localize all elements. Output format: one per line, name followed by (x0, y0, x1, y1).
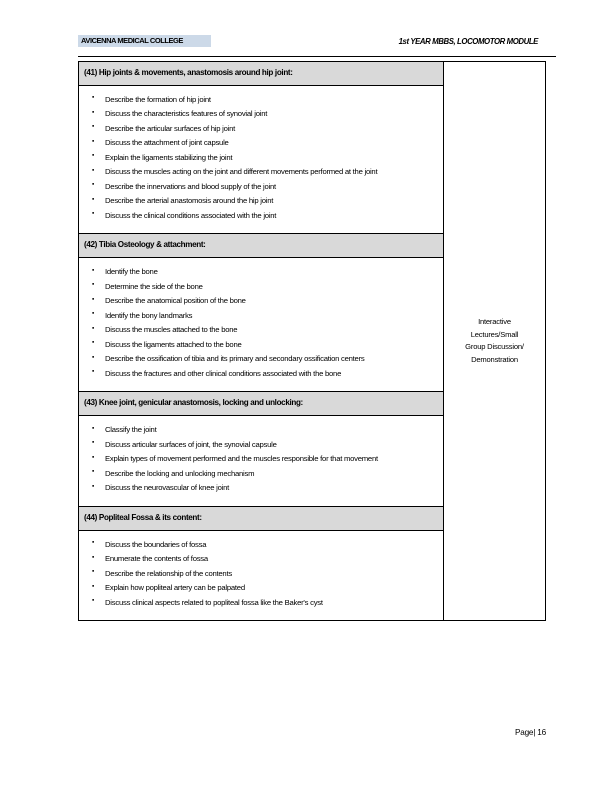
teaching-strategy-line-1: Interactive (478, 317, 511, 327)
list-item: ▪ Discuss the neurovascular of knee joint (105, 482, 433, 497)
section-header-41: (41) Hip joints & movements, anastomosis around hip joint: (79, 62, 443, 86)
list-item: ▪ Discuss the clinical conditions associated with the joint (105, 210, 433, 225)
list-item: ▪ Describe the innervations and blood supply of the joint (105, 181, 433, 196)
teaching-strategy-line-3: Group Discussion/ (465, 342, 524, 352)
teaching-strategy-line-2: Lectures/Small (470, 329, 519, 339)
list-item: ▪ Enumerate the contents of fossa (105, 553, 433, 568)
list-item: ▪ Explain types of movement performed and the muscles responsible for that movement (105, 453, 433, 468)
list-item: ▪ Discuss articular surfaces of joint, the synovial capsule (105, 439, 433, 454)
objectives-column (79, 62, 444, 620)
teaching-strategy-line-4: Demonstration (471, 354, 518, 364)
objective-list-41 (79, 86, 443, 234)
objective-list-42 (79, 258, 443, 391)
page-number: Page| 16 (514, 728, 546, 737)
list-item: ▪ Discuss the characteristics features of synovial joint (105, 108, 433, 123)
list-item: ▪ Discuss clinical aspects related to popliteal fossa like the Baker's cyst (105, 597, 433, 612)
list-item: ▪ Identify the bone (105, 266, 433, 281)
list-item: ▪ Describe the arterial anastomosis around the hip joint (105, 195, 433, 210)
list-item: ▪ Describe the locking and unlocking mechanism (105, 468, 433, 483)
list-item: ▪ Explain the ligaments stabilizing the joint (105, 152, 433, 167)
list-item: ▪ Identify the bony landmarks (105, 310, 433, 325)
section-header-43: (43) Knee joint, genicular anastomosis, locking and unlocking: (79, 391, 443, 416)
section-header-42: (42) Tibia Osteology & attachment: (79, 233, 443, 258)
list-item: ▪ Discuss the attachment of joint capsule (105, 137, 433, 152)
institution-name: AVICENNA MEDICAL COLLEGE (78, 35, 211, 47)
list-item: ▪ Describe the anatomical position of the bone (105, 295, 433, 310)
header-divider (78, 56, 556, 57)
list-item: ▪ Explain how popliteal artery can be palpated (105, 582, 433, 597)
list-item: ▪ Describe the relationship of the contents (105, 568, 433, 583)
list-item: ▪ Determine the side of the bone (105, 281, 433, 296)
list-item: ▪ Discuss the fractures and other clinical conditions associated with the bone (105, 368, 433, 383)
section-header-44: (44) Popliteal Fossa & its content: (79, 506, 443, 531)
list-item: ▪ Discuss the muscles acting on the joint and different movements performed at the joint (105, 166, 433, 181)
list-item: ▪ Discuss the boundaries of fossa (105, 539, 433, 554)
objective-list-43 (79, 416, 443, 506)
list-item: ▪ Describe the ossification of tibia and its primary and secondary ossification centers (105, 353, 433, 368)
list-item: ▪ Describe the articular surfaces of hip joint (105, 123, 433, 138)
list-item: ▪ Classify the joint (105, 424, 433, 439)
teaching-strategy-cell (444, 62, 545, 620)
module-title: 1st YEAR MBBS, LOCOMOTOR MODULE (398, 36, 538, 46)
page-header (78, 32, 546, 50)
objectives-table (78, 61, 546, 621)
list-item: ▪ Describe the formation of hip joint (105, 94, 433, 109)
list-item: ▪ Discuss the muscles attached to the bone (105, 324, 433, 339)
objective-list-44 (79, 531, 443, 621)
list-item: ▪ Discuss the ligaments attached to the bone (105, 339, 433, 354)
